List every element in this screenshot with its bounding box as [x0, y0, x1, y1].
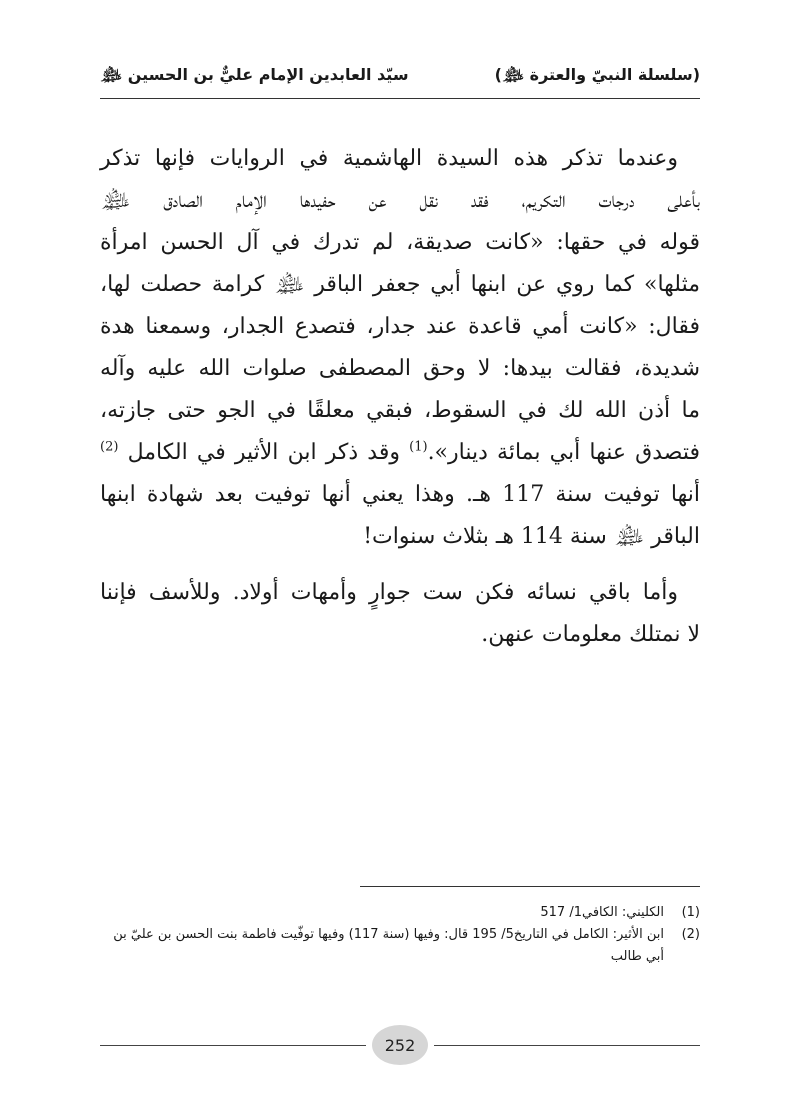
text-line: ما أذن الله لك في السقوط، فبقي معلقًا في الجو حتى جازته، — [100, 398, 700, 423]
text-line: الباقر ﵈ سنة 114 هـ بثلاث سنوات! — [363, 524, 700, 549]
text-line: مثلها» كما روي عن ابنها أبي جعفر الباقر ﵈ كرامة حصلت لها، — [100, 272, 700, 297]
text-line: بأعلى درجات التكريم، فقد نقل عن حفيدها الإمام الصادق ﵈ — [100, 188, 700, 213]
text-line: وأما باقي نسائه فكن ست جوارٍ وأمهات أولاد. وللأسف فإننا — [100, 580, 678, 605]
text-line: شديدة، فقالت بيدها: لا وحق المصطفى صلوات الله عليه وآله — [100, 356, 700, 381]
footnote-number: (2) — [681, 927, 700, 942]
footer-rule-right — [434, 1045, 700, 1046]
page-number: 252 — [372, 1025, 428, 1065]
book-title: سيّد العابدين الإمام عليٌّ بن الحسين ﵈ — [100, 64, 409, 84]
paragraph-2 — [100, 572, 700, 656]
footnote-text: ابن الأثير: الكامل في التاريخ5/ 195 قال: وفيها (سنة 117) وفيها توفّيت فاطمة بنت الحسن بن عليّ بن أبي طالب — [113, 927, 664, 964]
footer-rule-left — [100, 1045, 366, 1046]
text-line: وعندما تذكر هذه السيدة الهاشمية في الروايات فإنها تذكر — [100, 146, 678, 171]
text-line: لا نمتلك معلومات عنهن. — [481, 622, 700, 647]
header-rule — [100, 98, 700, 99]
footnote-1 — [100, 902, 700, 924]
body-text — [100, 138, 700, 656]
running-header — [100, 58, 700, 94]
paragraph-1 — [100, 138, 700, 558]
text-line: قوله في حقها: «كانت صديقة، لم تدرك في آل الحسن امرأة — [100, 230, 700, 255]
series-title: (سلسلة النبيّ والعترة ﵈) — [494, 64, 700, 84]
footnote-ref-2[interactable]: (2) — [100, 439, 119, 455]
text-line: فتصدق عنها أبي بمائة دينار».$^{(1)}$ وقد ذكر ابن الأثير في الكامل $^{(2)}$ — [100, 439, 700, 465]
footnote-number: (1) — [681, 905, 700, 920]
footnote-text: الكليني: الكافي1/ 517 — [540, 905, 664, 920]
footnotes — [100, 902, 700, 968]
page-footer — [100, 1020, 700, 1070]
text-line: أنها توفيت سنة 117 هـ. وهذا يعني أنها توفيت بعد شهادة ابنها — [100, 482, 701, 507]
footnote-ref-1[interactable]: (1) — [409, 439, 428, 455]
footnote-2 — [100, 924, 700, 968]
footnote-rule — [360, 886, 700, 887]
text-line: فقال: «كانت أمي قاعدة عند جدار، فتصدع الجدار، وسمعنا هدة — [100, 314, 700, 339]
